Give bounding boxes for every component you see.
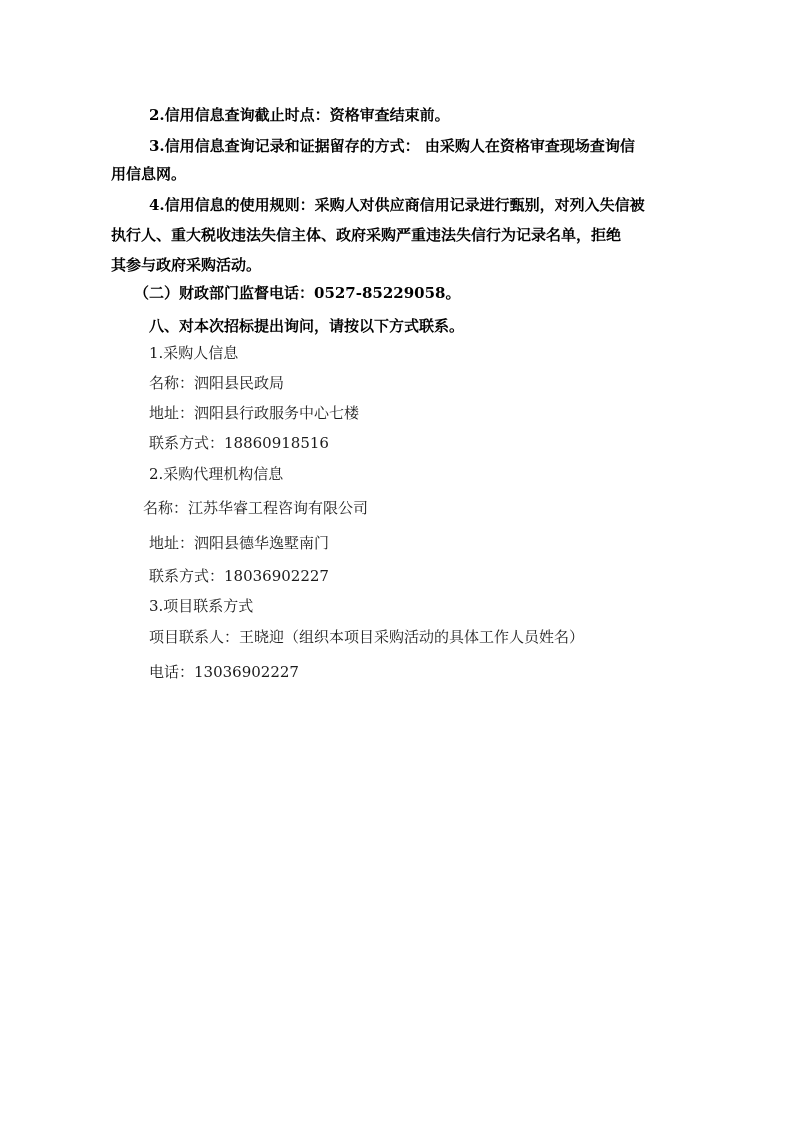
credit-record-line-2: 用信息网。 bbox=[111, 165, 187, 183]
credit-usage-line-1: 4.信用信息的使用规则：采购人对供应商信用记录进行甄别，对列入失信被 bbox=[149, 196, 645, 214]
agency-address: 地址：泗阳县德华逸墅南门 bbox=[149, 534, 330, 552]
agency-name: 名称：江苏华睿工程咨询有限公司 bbox=[143, 499, 369, 517]
purchaser-name: 名称：泗阳县民政局 bbox=[149, 374, 285, 392]
credit-usage-line-2: 执行人、重大税收违法失信主体、政府采购严重违法失信行为记录名单，拒绝 bbox=[111, 226, 622, 244]
credit-deadline: 2.信用信息查询截止时点：资格审查结束前。 bbox=[149, 106, 450, 124]
credit-record-line-1: 3.信用信息查询记录和证据留存的方式： 由采购人在资格审查现场查询信 bbox=[149, 137, 635, 155]
purchaser-heading: 1.采购人信息 bbox=[149, 344, 239, 362]
agency-heading: 2.采购代理机构信息 bbox=[149, 465, 284, 483]
section-8-title: 八、对本次招标提出询问，请按以下方式联系。 bbox=[149, 317, 465, 335]
supervision-phone: （二）财政部门监督电话：0527-85229058。 bbox=[134, 284, 461, 302]
project-heading: 3.项目联系方式 bbox=[149, 597, 254, 615]
purchaser-address: 地址：泗阳县行政服务中心七楼 bbox=[149, 404, 360, 422]
project-contact-person: 项目联系人：王晓迎（组织本项目采购活动的具体工作人员姓名） bbox=[149, 628, 585, 646]
project-phone: 电话：13036902227 bbox=[149, 663, 299, 681]
purchaser-contact: 联系方式：18860918516 bbox=[149, 434, 329, 452]
credit-usage-line-3: 其参与政府采购活动。 bbox=[111, 256, 262, 274]
agency-contact: 联系方式：18036902227 bbox=[149, 567, 329, 585]
